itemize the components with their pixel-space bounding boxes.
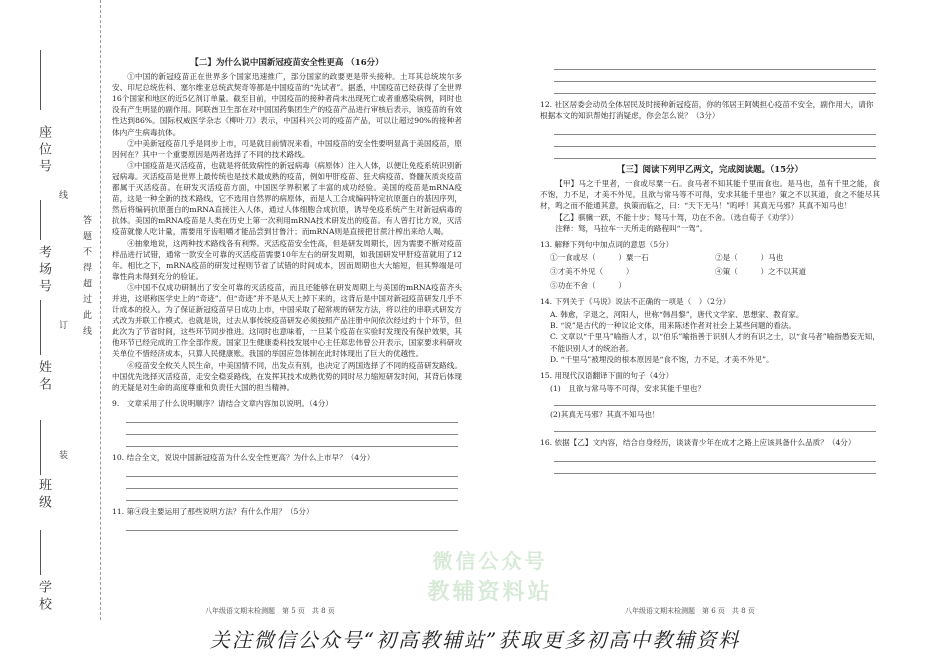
seal-mark-zhuang: 装 <box>57 450 67 463</box>
q15-sentence-1: (1) 且欲与常马等不可得，安求其能千里也？ <box>550 383 706 393</box>
answer-line[interactable] <box>126 423 458 435</box>
question-14: 14. 下列关于《马说》说法不正确的一项是（ ）（2分） <box>540 297 731 307</box>
promo-notice: 关注微信公众号“初高教辅站”获取更多初高中教辅资料 <box>209 628 741 652</box>
question-9: 9. 文章采用了什么说明顺序？请结合文章内容加以说明。（4分） <box>112 398 333 408</box>
text-yi: 【乙】骐骥一跃，不能十步；驽马十驾，功在不舍。（选自荀子《劝学》） <box>555 212 799 222</box>
answer-line[interactable] <box>126 519 458 531</box>
answer-line[interactable] <box>126 489 458 501</box>
q14-option[interactable]: D. “千里马”被埋没的根本原因是“食不饱，力不足，才美不外见”。 <box>550 354 774 364</box>
answer-line[interactable] <box>554 123 876 135</box>
answer-line[interactable] <box>554 450 876 462</box>
watermark-text-2: 教辅资料站 <box>427 579 553 605</box>
binding-strip <box>0 0 101 620</box>
answer-line[interactable] <box>554 462 876 474</box>
class-label: 班级 <box>36 478 51 512</box>
paragraph-2: ②中美新冠疫苗几乎是同步上市，可是就目前情况来看，中国疫苗的安全性要明显高于美国疫苗，原因何在？其中一个重要原因是两者选择了不同的技术路线。 <box>112 138 462 159</box>
question-11: 11. 第④段主要运用了那些说明方法？有什么作用？（5分） <box>112 507 314 516</box>
section-3-heading: 【三】阅读下列甲乙两文，完成阅读题。（15分） <box>616 165 804 176</box>
section-2-heading: 【二】为什么说中国新冠疫苗安全性更高 （16分） <box>190 58 384 68</box>
paragraph-6: ⑥疫苗安全攸关人民生命，中美国情不同，出发点有别，也决定了两国选择了不同的疫苗研发路线。中国优先选择灭活疫苗，走安全稳妥路线，在发挥其技术成熟优势的同时尽力缩短研发时间，其背后体现的无疑是对生命的高度尊重和负责任大国的担当精神。 <box>112 360 462 392</box>
q13-item[interactable]: ⑤功在不舍（ ） <box>550 281 626 291</box>
page-5-footer: 八年级语文期末检测题 第 5 页 共 8 页 <box>205 607 335 615</box>
page-5-column <box>112 58 462 531</box>
name-line <box>40 300 41 355</box>
class-line <box>40 420 41 475</box>
exam-no-label: 考场号 <box>36 245 51 296</box>
paragraph-5: ⑤中国不仅成功研制出了安全可靠的灭活疫苗，而且还能够在研发周期上与美国的mRNA疫苗齐头并进，这堪称医学史上的“奇迹”。但“奇迹”并不是从天上掉下来的，这背后是中国对新冠疫苗研发几乎不计成本的投入。为了保证新冠疫苗早日成功上市，中国采取了超常规的研发方法，将以往的串联式研发方式改为并联工作模式。也就是说，过去从事传统疫苗研发必须按照产品注册中间依次经过约十个环节，但此次为了节省时间，这些环节同步推进。这同时也意味着，一旦某个疫苗在实验时发现没有保护效果，其他环节已经完成的工作全部作废。国家卫生健康委科技发展中心主任郑忠伟曾公开表示，国家要求科研攻关单位不惜经济成本，只算人民健康账。我国的举国应急体制在此时体现出了巨大的优越性。 <box>112 282 462 359</box>
q14-option[interactable]: B. “说”是古代的一种议论文体，用来陈述作者对社会上某些问题的看法。 <box>550 321 796 331</box>
answer-line[interactable] <box>554 147 876 159</box>
answer-line[interactable] <box>554 135 876 147</box>
question-10: 10. 结合全文，说说中国新冠疫苗为什么安全性更高？为什么上市早？（4分） <box>112 452 375 462</box>
answer-line[interactable] <box>554 58 876 70</box>
paragraph-4: ④抽象地说，这两种技术路线各有利弊。灭活疫苗安全性高，但是研发周期长，因为需要不断对疫苗样品进行试错，通常一款安全可靠的灭活疫苗需要10年左右的研发周期，如我国研发甲肝疫苗就用了12年。相比之下，mRNA疫苗的研发过程则节省了试错的时间成本，因而周期也大大缩短，但其弊端是可靠性尚未得到充分的验证。 <box>112 238 462 281</box>
answer-line[interactable] <box>554 420 876 432</box>
question-13-items <box>550 252 880 291</box>
school-line <box>40 530 41 575</box>
answer-line[interactable] <box>126 477 458 489</box>
paragraph-1: ①中国的新冠疫苗正在世界多个国家迅速推广，部分国家的政要更是带头接种。土耳其总统埃尔多安、印尼总统佐科、塞尔维亚总统武契奇等都是中国疫苗的“先试者”。据悉，中国疫苗已经获得了全世界16个国家和地区的近5亿剂订单量。截至目前，中国疫苗的接种者尚未出现死亡或者重感染病例，同时也没有产生明显的副作用。阿联酋卫生部在对中国国药集团生产的疫苗产品进行审核后表示，该疫苗的有效性达到86%。国际权威医学杂志《柳叶刀》表示，中国科兴公司的疫苗产品，可以让超过90%的接种者体内产生病毒抗体。 <box>112 72 462 137</box>
school-label: 学校 <box>36 580 51 614</box>
paragraph-3: ③中国疫苗是灭活疫苗，也就是将低致病性的新冠病毒（病原体）注入人体，以便让免疫系统识别新冠病毒。灭活疫苗是世界上最传统也是技术最成熟的疫苗，例如甲肝疫苗、狂犬病疫苗、脊髓灰质炎疫苗都属于灭活疫苗。在研发灭活疫苗方面，中国医学界积累了丰富的成功经验。美国的疫苗是mRNA疫苗，这是一种全新的技术路线，它不选用自然界的病原体，而是人工合成编码特定抗原蛋白的基因序列，然后将编码抗原蛋白的mRNA直接注入人体，通过人体细胞合成抗原，诱导免疫系统产生对新冠病毒的抗体。美国的mRNA疫苗是人类在历史上第一次利用mRNA技术研发出的疫苗。有人曾打比方说，灭活疫苗就像人吃计量，需要用牙齿咀嚼才能品尝到甘鲁汁；而mRNA则是直接把甘蔗汁榨出来给人喝。 <box>112 160 462 237</box>
text-jia: 【甲】马之千里者，一食或尽粟一石。食马者不知其能千里而食也。是马也，虽有千里之能，食不饱，力不足，才美不外见，且欲与常马等不可得，安求其能千里也？策之不以其道，食之不能尽其材，鸣之而不能通其意，执策而临之，曰：“天下无马！”呜呼！其真无马邪？其真不知马也！ <box>540 179 880 211</box>
seat-line <box>40 50 41 110</box>
answer-line[interactable] <box>554 70 876 82</box>
answer-line[interactable] <box>126 465 458 477</box>
q13-item[interactable]: ②是（ ）马也 <box>715 252 784 262</box>
question-12: 12. 社区居委会动员全体居民及时接种新冠疫苗，你的邻居王阿姨担心疫苗不安全，副作用大，请你根据本文的知识帮她打消疑虑，你会怎么说？（3分） <box>540 100 874 121</box>
seal-mark-xian: 线 <box>57 190 67 203</box>
page-6-footer: 八年级语文期末检测题 第 6 页 共 8 页 <box>625 607 755 615</box>
watermark-text: 微信公众号 <box>432 549 548 573</box>
question-13: 13. 解释下列句中加点词的意思（5分） <box>540 239 674 249</box>
text-yi-note: 注释：驽，马拉车一天所走的路程叫“一驾”。 <box>555 223 708 233</box>
q13-item[interactable]: ③才美不外见（ ） <box>550 266 634 276</box>
seal-warning: 答 题 不 得 超 过 此 线 <box>81 215 91 338</box>
name-label: 姓名 <box>36 360 51 394</box>
answer-line[interactable] <box>126 411 458 423</box>
seal-mark-ding: 订 <box>57 320 67 333</box>
question-15: 15. 用现代汉语翻译下面的句子（4分） <box>540 370 674 380</box>
seat-label: 座位号 <box>36 125 51 176</box>
q13-item[interactable]: ①一食或尽（ ）粟一石 <box>550 252 649 262</box>
page-6-column <box>540 58 880 474</box>
question-16: 16. 依据【乙】文内容，结合自身经历，谈谈青少年在成才之路上应该具备什么品质？（4分） <box>540 437 856 447</box>
answer-line[interactable] <box>126 435 458 447</box>
q14-option[interactable]: C. 文章以“千里马”喻指人才，以“伯乐”喻指善于识别人才的有识之士，以“食马者”喻指愚妄无知，不能识别人才的统治者。 <box>550 332 880 353</box>
exam-no-line <box>40 200 41 240</box>
q13-item[interactable]: ④策（ ）之不以其道 <box>715 266 807 276</box>
answer-line[interactable] <box>554 82 876 94</box>
answer-line[interactable] <box>554 394 876 406</box>
q14-option[interactable]: A. 韩愈，字退之，河阳人，世称“韩昌黎”，唐代文学家、思想家、教育家。 <box>550 310 804 320</box>
q15-sentence-2: (2)其真无马邪？其真不知马也！ <box>550 409 660 419</box>
